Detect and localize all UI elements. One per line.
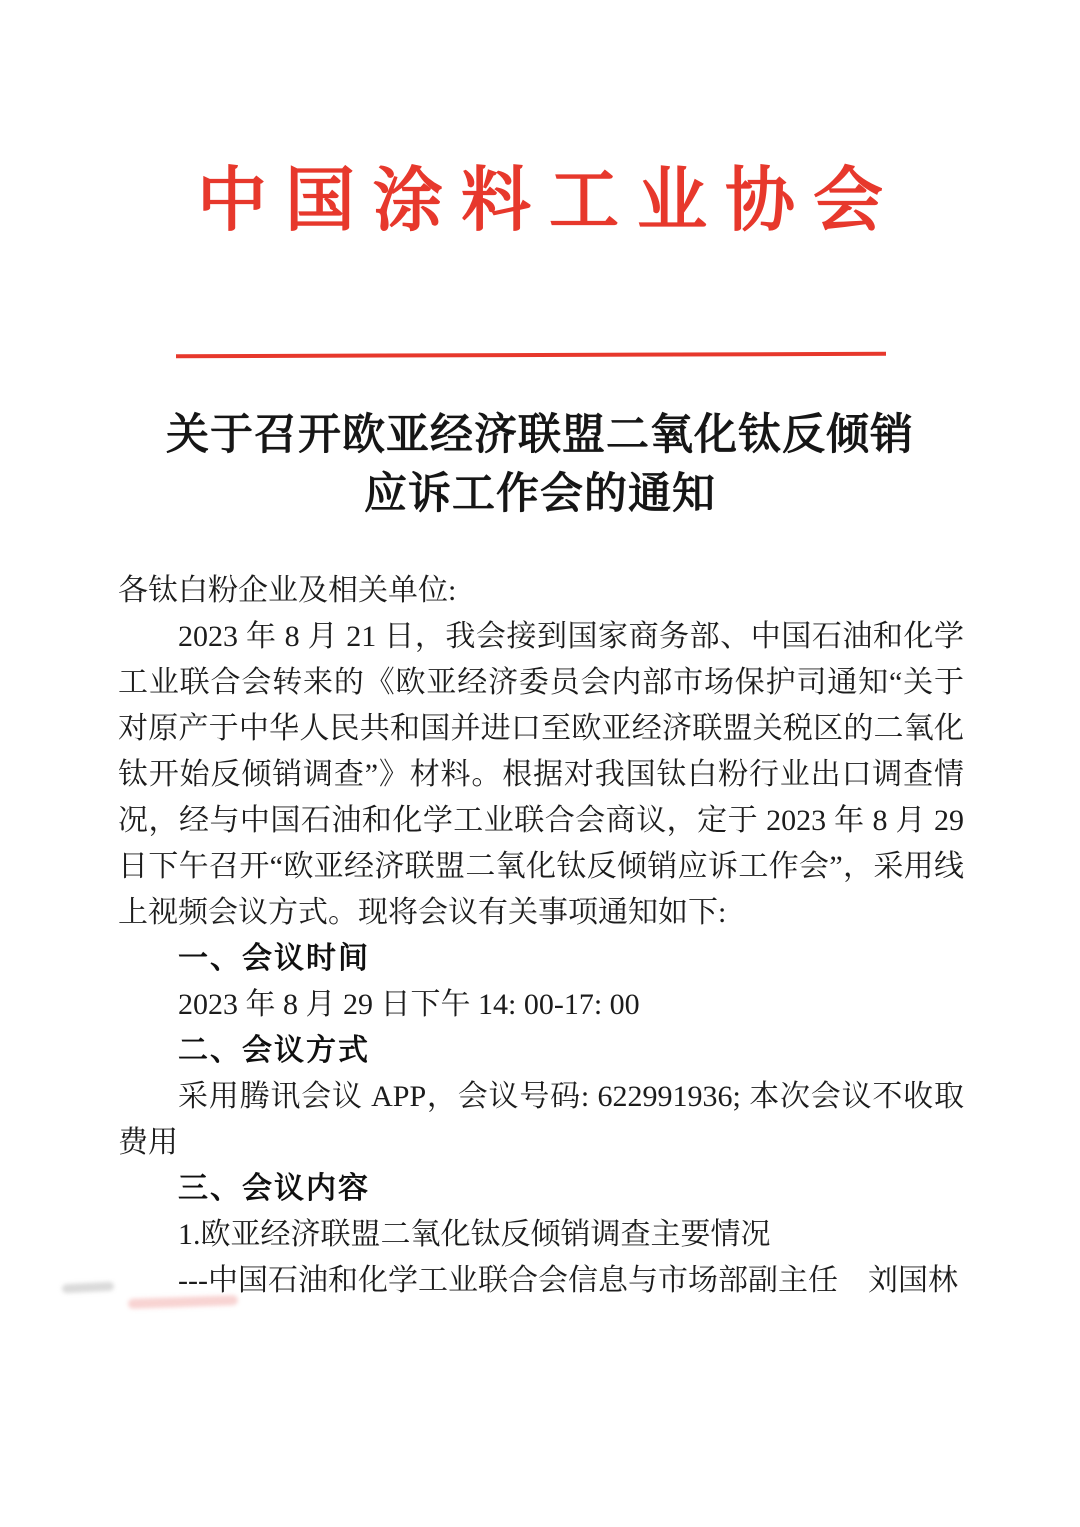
section-1-content: 2023 年 8 月 29 日下午 14: 00-17: 00: [178, 988, 640, 1021]
section-2-content: 采用腾讯会议 APP，会议号码: 622991936; 本次会议不收取费用: [118, 1080, 964, 1159]
section-1-heading: 一、会议时间: [178, 942, 370, 975]
document-title-line1: 关于召开欧亚经济联盟二氧化钛反倾销: [166, 412, 914, 459]
section-3-item-1: 1.欧亚经济联盟二氧化钛反倾销调查主要情况: [178, 1218, 771, 1251]
letterhead-org-name: 中国涂料工业协会: [197, 163, 901, 240]
document-title-line2: 应诉工作会的通知: [364, 471, 716, 518]
section-2-heading: 二、会议方式: [178, 1034, 370, 1067]
document-body: [118, 568, 964, 1304]
section-3-item-2: ---中国石油和化学工业联合会信息与市场部副主任 刘国林: [178, 1264, 958, 1297]
scan-artifact-gray: [62, 1282, 114, 1294]
intro-paragraph: 2023 年 8 月 21 日，我会接到国家商务部、中国石油和化学工业联合会转来的《欧亚经济委员会内部市场保护司通知“关于对原产于中华人民共和国并进口至欧亚经济联盟关税区的二氧化钛开始反倾销调查”》材料。根据对我国钛白粉行业出口调查情况，经与中国石油和化学工业联合会商议，定于 2023 年 8 月 29 日下午召开“欧亚经济联盟二氧化钛反倾销应诉工作会”，采用线上视频会议方式。现将会议有关事项通知如下:: [118, 620, 964, 929]
salutation: 各钛白粉企业及相关单位:: [118, 574, 457, 607]
section-3-heading: 三、会议内容: [178, 1172, 370, 1205]
document-title: [0, 406, 1080, 524]
letterhead-rule: [176, 352, 886, 358]
